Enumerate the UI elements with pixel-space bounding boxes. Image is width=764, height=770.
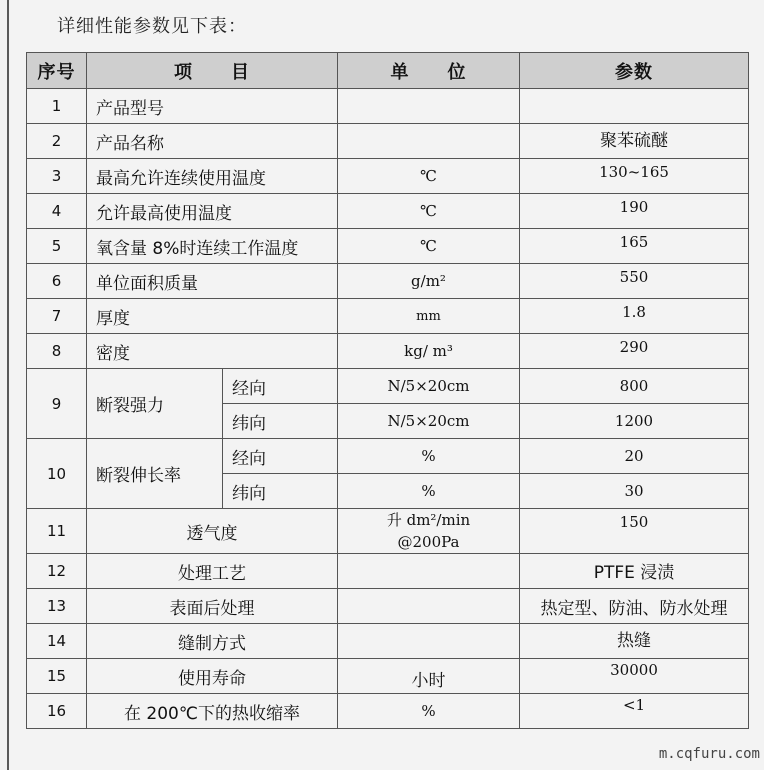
row-unit — [338, 89, 520, 124]
table-row — [27, 369, 749, 404]
row-index: 6 — [27, 264, 87, 299]
row-unit-line: 升 dm²/min — [386, 511, 471, 529]
row-item: 允许最高使用温度 — [87, 194, 338, 229]
row-index: 2 — [27, 124, 87, 159]
row-subitem: 纬向 — [223, 474, 338, 509]
row-unit: mm — [338, 299, 520, 334]
row-unit: N/5×20cm — [338, 369, 520, 404]
table-row — [27, 124, 749, 159]
row-item: 表面后处理 — [87, 589, 338, 624]
row-index: 13 — [27, 589, 87, 624]
row-value: 热定型、防油、防水处理 — [520, 589, 749, 624]
row-unit: % — [338, 694, 520, 729]
row-value: 190 — [520, 194, 749, 229]
row-value: 30000 — [520, 659, 749, 694]
row-value: 热缝 — [520, 624, 749, 659]
header-item: 项 目 — [87, 53, 338, 89]
table-row — [27, 264, 749, 299]
row-index: 1 — [27, 89, 87, 124]
row-value: 800 — [520, 369, 749, 404]
row-unit — [338, 554, 520, 589]
row-index: 8 — [27, 334, 87, 369]
row-value: <1 — [520, 694, 749, 729]
row-item: 产品型号 — [87, 89, 338, 124]
row-value: 130~165 — [520, 159, 749, 194]
row-item: 处理工艺 — [87, 554, 338, 589]
row-item: 断裂伸长率 — [87, 439, 223, 509]
row-index: 9 — [27, 369, 87, 439]
row-item: 断裂强力 — [87, 369, 223, 439]
page-heading: 详细性能参数见下表： — [57, 16, 247, 37]
row-item: 最高允许连续使用温度 — [87, 159, 338, 194]
table-row — [27, 624, 749, 659]
row-index: 11 — [27, 509, 87, 554]
row-value: PTFE 浸渍 — [520, 554, 749, 589]
table-row — [27, 159, 749, 194]
row-value: 30 — [520, 474, 749, 509]
row-unit: ℃ — [338, 194, 520, 229]
table-row — [27, 589, 749, 624]
table-row — [27, 299, 749, 334]
row-value: 1200 — [520, 404, 749, 439]
row-unit: ℃ — [338, 229, 520, 264]
row-unit: % — [338, 439, 520, 474]
row-subitem: 经向 — [223, 439, 338, 474]
row-value: 150 — [520, 509, 749, 554]
row-subitem: 纬向 — [223, 404, 338, 439]
table-row — [27, 659, 749, 694]
row-unit — [338, 124, 520, 159]
table-row — [27, 194, 749, 229]
row-index: 15 — [27, 659, 87, 694]
table-row — [27, 554, 749, 589]
header-param: 参数 — [520, 53, 749, 89]
spec-table — [26, 52, 749, 729]
header-index: 序号 — [27, 53, 87, 89]
row-value: 聚苯硫醚 — [520, 124, 749, 159]
table-row — [27, 229, 749, 264]
row-value: 1.8 — [520, 299, 749, 334]
table-row — [27, 509, 749, 554]
header-unit: 单 位 — [338, 53, 520, 89]
row-unit: kg/ m³ — [338, 334, 520, 369]
frame-left-border — [7, 0, 9, 770]
table-row — [27, 439, 749, 474]
row-item: 氧含量 8%时连续工作温度 — [87, 229, 338, 264]
row-index: 10 — [27, 439, 87, 509]
row-index: 7 — [27, 299, 87, 334]
row-index: 14 — [27, 624, 87, 659]
row-index: 16 — [27, 694, 87, 729]
row-unit: N/5×20cm — [338, 404, 520, 439]
row-value — [520, 89, 749, 124]
row-item: 缝制方式 — [87, 624, 338, 659]
row-unit: 小时 — [338, 659, 520, 694]
row-item: 单位面积质量 — [87, 264, 338, 299]
row-index: 3 — [27, 159, 87, 194]
row-subitem: 经向 — [223, 369, 338, 404]
row-item: 在 200℃下的热收缩率 — [87, 694, 338, 729]
row-index: 12 — [27, 554, 87, 589]
row-item: 使用寿命 — [87, 659, 338, 694]
site-watermark: m.cqfuru.com — [658, 746, 760, 762]
row-item: 产品名称 — [87, 124, 338, 159]
row-unit: % — [338, 474, 520, 509]
table-row — [27, 694, 749, 729]
row-unit-line: @200Pa — [397, 533, 460, 551]
row-value: 290 — [520, 334, 749, 369]
row-item: 透气度 — [87, 509, 338, 554]
table-row — [27, 89, 749, 124]
row-unit: g/m² — [338, 264, 520, 299]
table-row — [27, 334, 749, 369]
row-index: 5 — [27, 229, 87, 264]
table-header-row — [27, 53, 749, 89]
row-unit — [338, 589, 520, 624]
row-value: 20 — [520, 439, 749, 474]
row-item: 密度 — [87, 334, 338, 369]
row-value: 165 — [520, 229, 749, 264]
row-item: 厚度 — [87, 299, 338, 334]
row-unit — [338, 624, 520, 659]
row-unit: ℃ — [338, 159, 520, 194]
row-unit — [338, 509, 520, 554]
row-index: 4 — [27, 194, 87, 229]
row-value: 550 — [520, 264, 749, 299]
